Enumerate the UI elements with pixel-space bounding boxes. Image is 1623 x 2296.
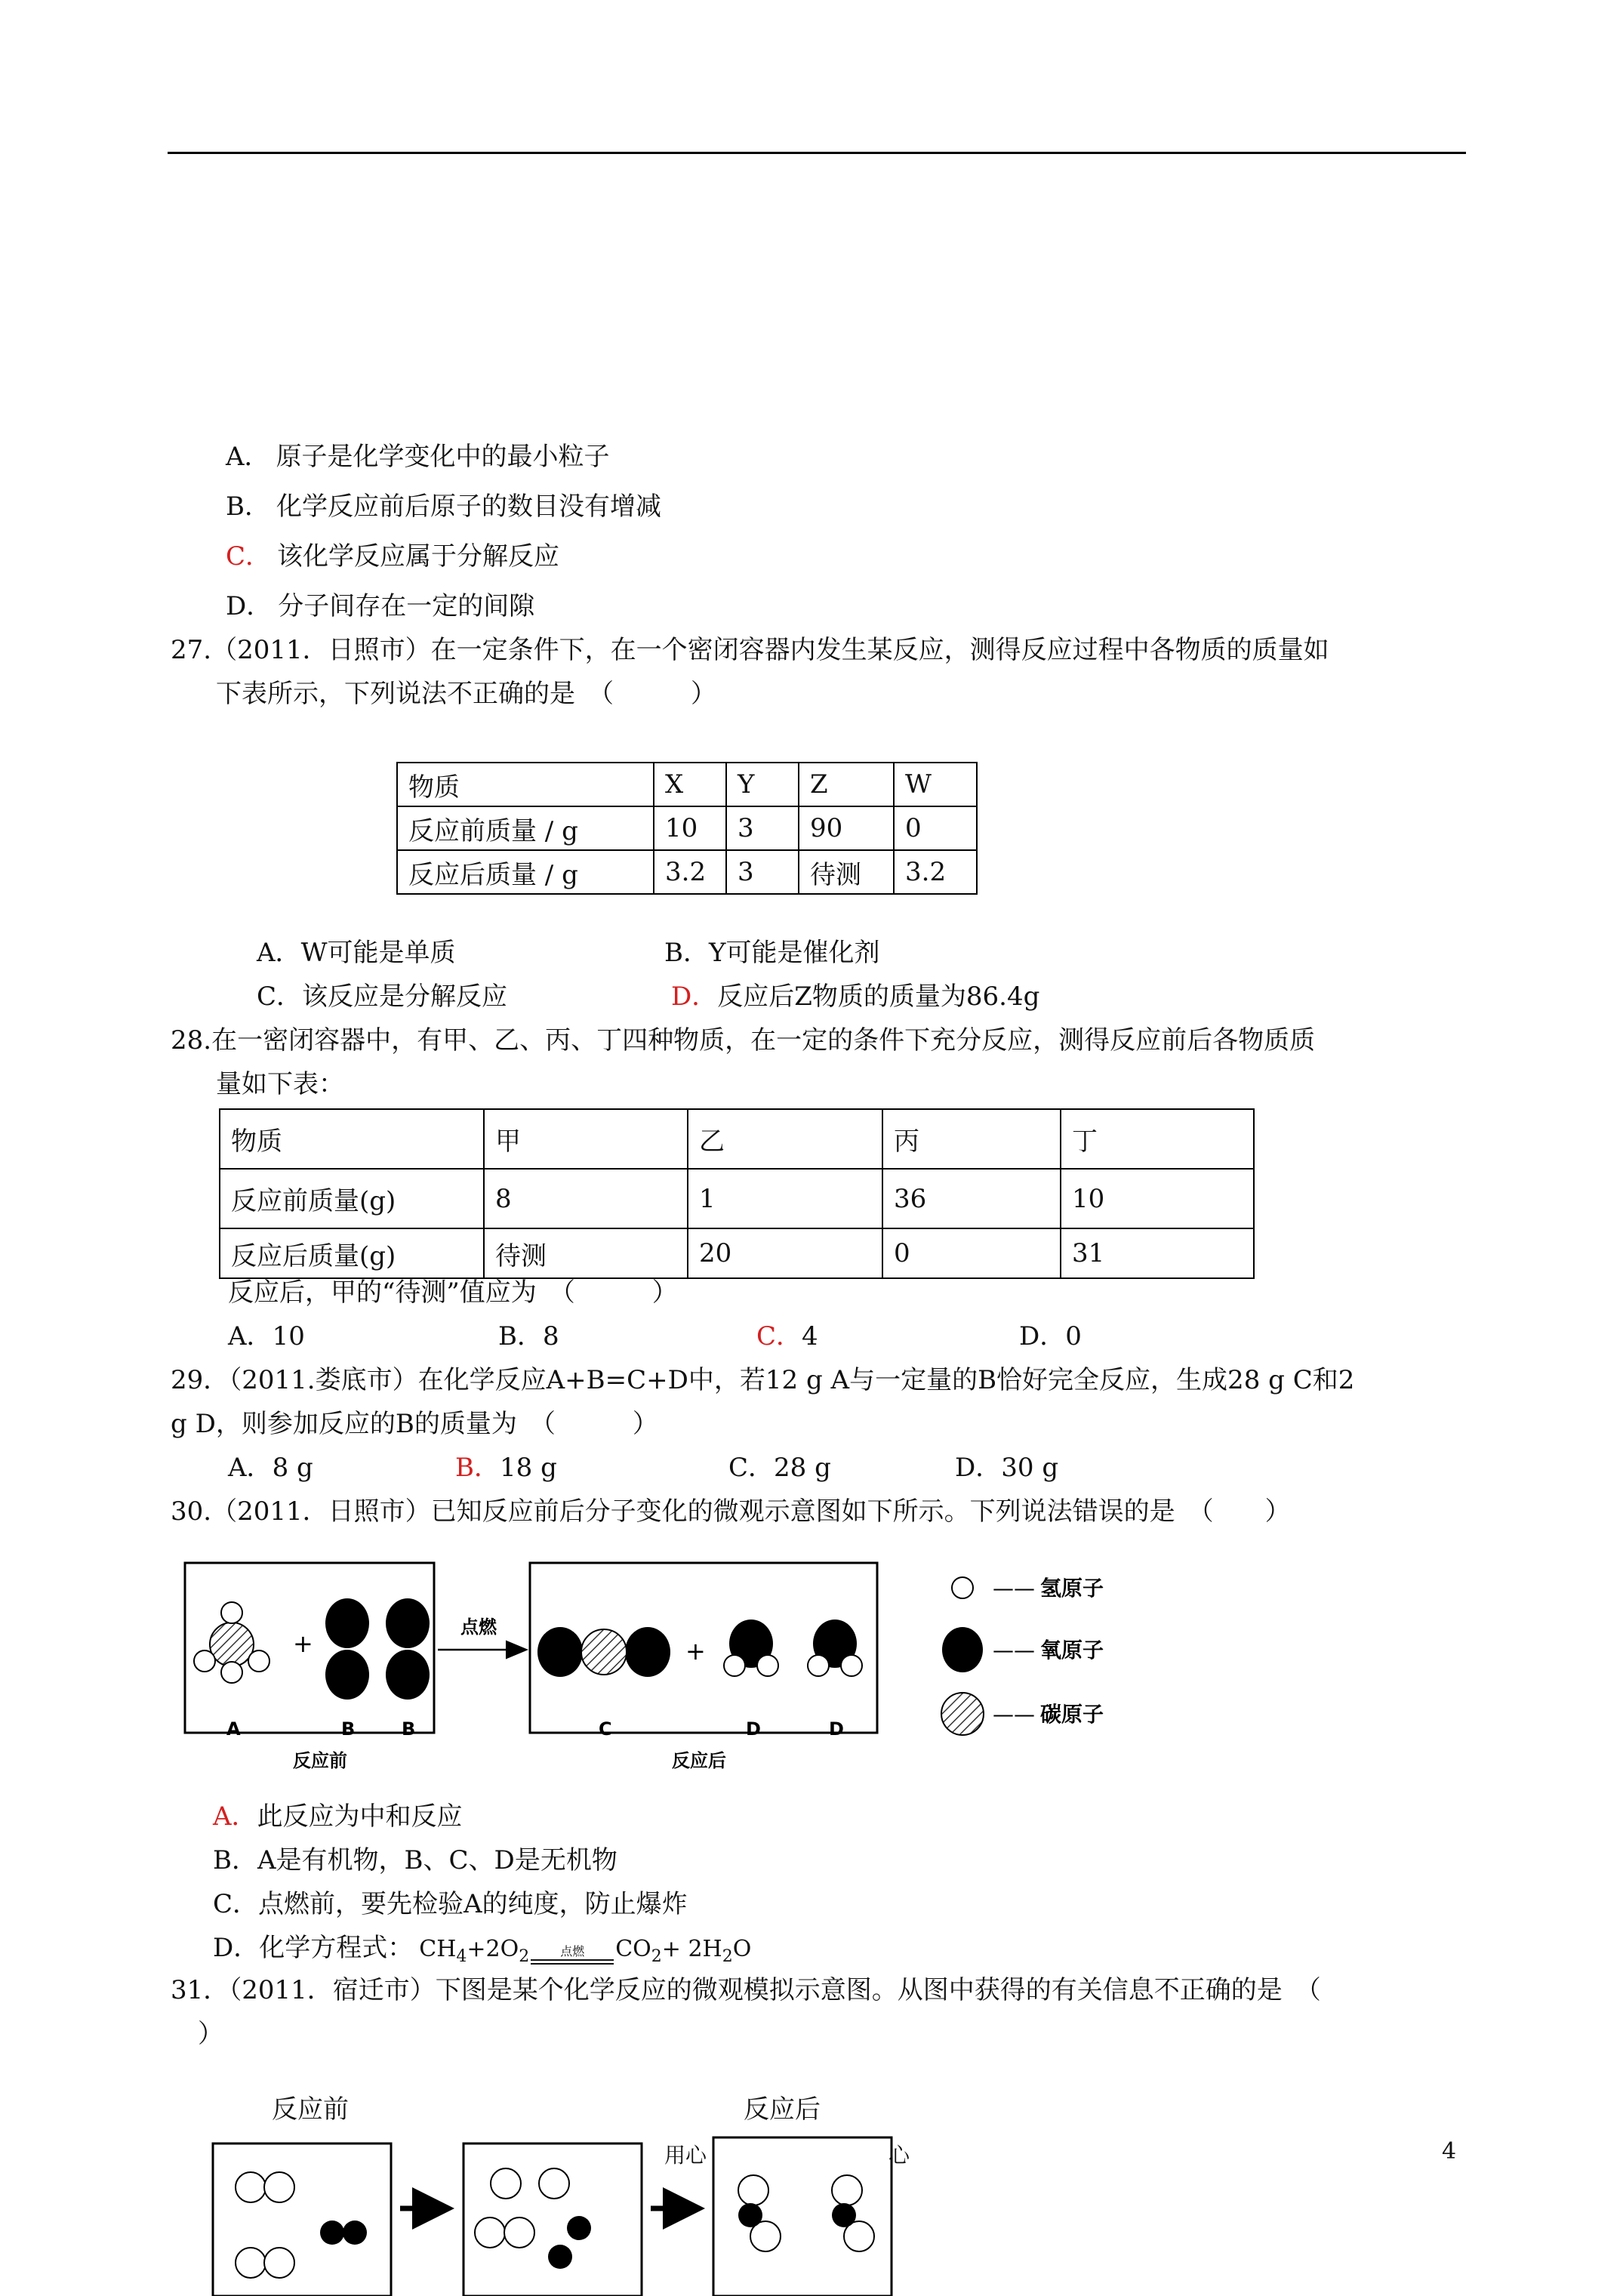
label-d: D: [829, 1718, 844, 1740]
q28-cell: 丙: [882, 1109, 1061, 1169]
q27-cell: 3: [726, 850, 799, 894]
q27-stem-line1: 27.（2011．日照市）在一定条件下，在一个密闭容器内发生某反应，测得反应过程中各物质的质量如: [171, 635, 1329, 665]
carbon-atom-icon: [941, 1693, 984, 1735]
q27-cell: 待测: [799, 850, 894, 894]
plus-sign: +: [293, 1629, 313, 1658]
q27-cell: Z: [799, 763, 894, 806]
q30-option-b: B．A是有机物，B、C、D是无机物: [213, 1845, 617, 1875]
oxygen-molecule: [325, 1598, 369, 1700]
q28-cell: 20: [688, 1228, 882, 1278]
q28-stem-line1: 28.在一密闭容器中，有甲、乙、丙、丁四种物质，在一定的条件下充分反应，测得反应前后各物质质: [171, 1025, 1316, 1056]
q28-cell: 1: [688, 1169, 882, 1228]
q27-cell: 反应后质量 / g: [397, 850, 654, 894]
legend-dash: ——: [993, 1702, 1035, 1727]
arrow-condition: 点燃: [460, 1616, 497, 1638]
q31-reaction-diagram: [204, 2130, 959, 2296]
water-molecule: [724, 1620, 778, 1676]
q31-stem-line1: 31．（2011．宿迁市）下图是某个化学反应的微观模拟示意图。从图中获得的有关信息不正确的是 （: [171, 1975, 1321, 2005]
q29-option-d: D．30 g: [955, 1453, 1059, 1483]
q26-option-c: C． 该化学反应属于分解反应: [226, 541, 560, 572]
q30-option-c: C．点燃前，要先检验A的纯度，防止爆炸: [213, 1889, 688, 1919]
q27-cell: Y: [726, 763, 799, 806]
q27-option-a: A．W可能是单质: [257, 938, 456, 968]
methane-molecule: [194, 1602, 269, 1683]
carbon-dioxide-molecule: [537, 1627, 670, 1677]
hydrogen-atom-icon: [952, 1577, 973, 1598]
legend-dash: ——: [993, 1638, 1035, 1663]
q27-cell: 3.2: [654, 850, 726, 894]
q27-cell: X: [654, 763, 726, 806]
q28-cell: 物质: [220, 1109, 484, 1169]
q28-cell: 待测: [484, 1228, 688, 1278]
q28-cell: 反应后质量(g): [220, 1228, 484, 1278]
q28-cell: 10: [1061, 1169, 1254, 1228]
q28-cell: 丁: [1061, 1109, 1254, 1169]
q30-option-d: D．化学方程式： $CH_4+2O_2$ 点燃 $CO_2+ 2H_2O$: [213, 1931, 751, 1974]
page-number: 4: [1442, 2138, 1457, 2165]
q27-option-c: C．该反应是分解反应: [257, 982, 508, 1012]
q29-option-c: C．28 g: [728, 1453, 831, 1483]
q28-table: [219, 1108, 1255, 1279]
q28-cell: 31: [1061, 1228, 1254, 1278]
equation: $CH_4+2O_2$ 点燃 $CO_2+ 2H_2O$: [419, 1936, 751, 1962]
q27-cell: 反应前质量 / g: [397, 806, 654, 850]
label-b: B: [402, 1718, 416, 1740]
q31-after-caption: 反应后: [744, 2094, 821, 2125]
label-d: D: [746, 1718, 761, 1740]
q28-stem-line2: 量如下表：: [216, 1069, 344, 1099]
q27-option-b: B．Y可能是催化剂: [664, 938, 880, 968]
q27-option-d: D．反应后Z物质的质量为86.4g: [671, 982, 1040, 1012]
q29-stem-line1: 29．（2011.娄底市）在化学反应A+B=C+D中，若12 g A与一定量的B恰好完全反应，生成28 g C和2: [171, 1365, 1355, 1395]
q30-option-a: A．此反应为中和反应: [213, 1801, 463, 1832]
q31-stem-line2: ）: [198, 2019, 223, 2049]
header-rule: [168, 152, 1466, 154]
water-molecule: [808, 1620, 862, 1676]
q30-stem-line1: 30.（2011．日照市）已知反应前后分子变化的微观示意图如下所示。下列说法错误的是 （ ）: [171, 1496, 1291, 1527]
legend-oxygen-label: 氧原子: [1040, 1638, 1104, 1663]
q29-option-a: A．8 g: [228, 1453, 313, 1483]
q28-option-a: A．10: [228, 1321, 305, 1351]
q30-reaction-diagram: [181, 1552, 1155, 1771]
q28-cell: 36: [882, 1169, 1061, 1228]
q27-cell: 0: [894, 806, 977, 850]
q28-option-b: B．8: [498, 1321, 559, 1351]
q28-cell: 反应前质量(g): [220, 1169, 484, 1228]
q29-option-b: B．18 g: [455, 1453, 557, 1483]
q29-stem-line2: g D，则参加反应的B的质量为 （ ）: [171, 1409, 658, 1439]
q28-after-table: 反应后，甲的“待测”值应为 （ ）: [228, 1277, 678, 1308]
legend-hydrogen-label: 氢原子: [1040, 1576, 1104, 1601]
reaction-condition: 点燃: [531, 1946, 614, 1974]
before-caption: 反应前: [293, 1750, 347, 1771]
legend-dash: ——: [993, 1576, 1035, 1601]
q31-before-caption: 反应前: [272, 2094, 349, 2125]
q28-option-d: D．0: [1019, 1321, 1082, 1351]
q28-cell: 甲: [484, 1109, 688, 1169]
label-c: C: [599, 1718, 612, 1740]
q28-cell: 8: [484, 1169, 688, 1228]
q27-cell: 3.2: [894, 850, 977, 894]
legend: [941, 1576, 1104, 1735]
q27-cell: 物质: [397, 763, 654, 806]
q27-table: [396, 762, 978, 895]
q28-cell: 0: [882, 1228, 1061, 1278]
footer-left-text: 用心: [664, 2143, 707, 2168]
legend-carbon-label: 碳原子: [1040, 1702, 1104, 1727]
q27-cell: 90: [799, 806, 894, 850]
after-caption: 反应后: [672, 1750, 726, 1771]
label-a: A: [226, 1718, 241, 1740]
q26-option-b: B． 化学反应前后原子的数目没有增减: [226, 492, 661, 522]
q26-option-d: D． 分子间存在一定的间隙: [226, 591, 535, 621]
plus-sign: +: [685, 1637, 706, 1666]
label-b: B: [341, 1718, 356, 1740]
q27-stem-line2: 下表所示，下列说法不正确的是 （ ）: [216, 679, 716, 709]
q27-cell: W: [894, 763, 977, 806]
oxygen-molecule: [386, 1598, 430, 1700]
q28-cell: 乙: [688, 1109, 882, 1169]
q28-option-c: C．4: [756, 1321, 818, 1351]
q26-option-a: A． 原子是化学变化中的最小粒子: [226, 442, 610, 472]
q27-cell: 3: [726, 806, 799, 850]
q27-cell: 10: [654, 806, 726, 850]
footer-right-text: 心: [888, 2143, 910, 2168]
oxygen-atom-icon: [942, 1627, 983, 1672]
